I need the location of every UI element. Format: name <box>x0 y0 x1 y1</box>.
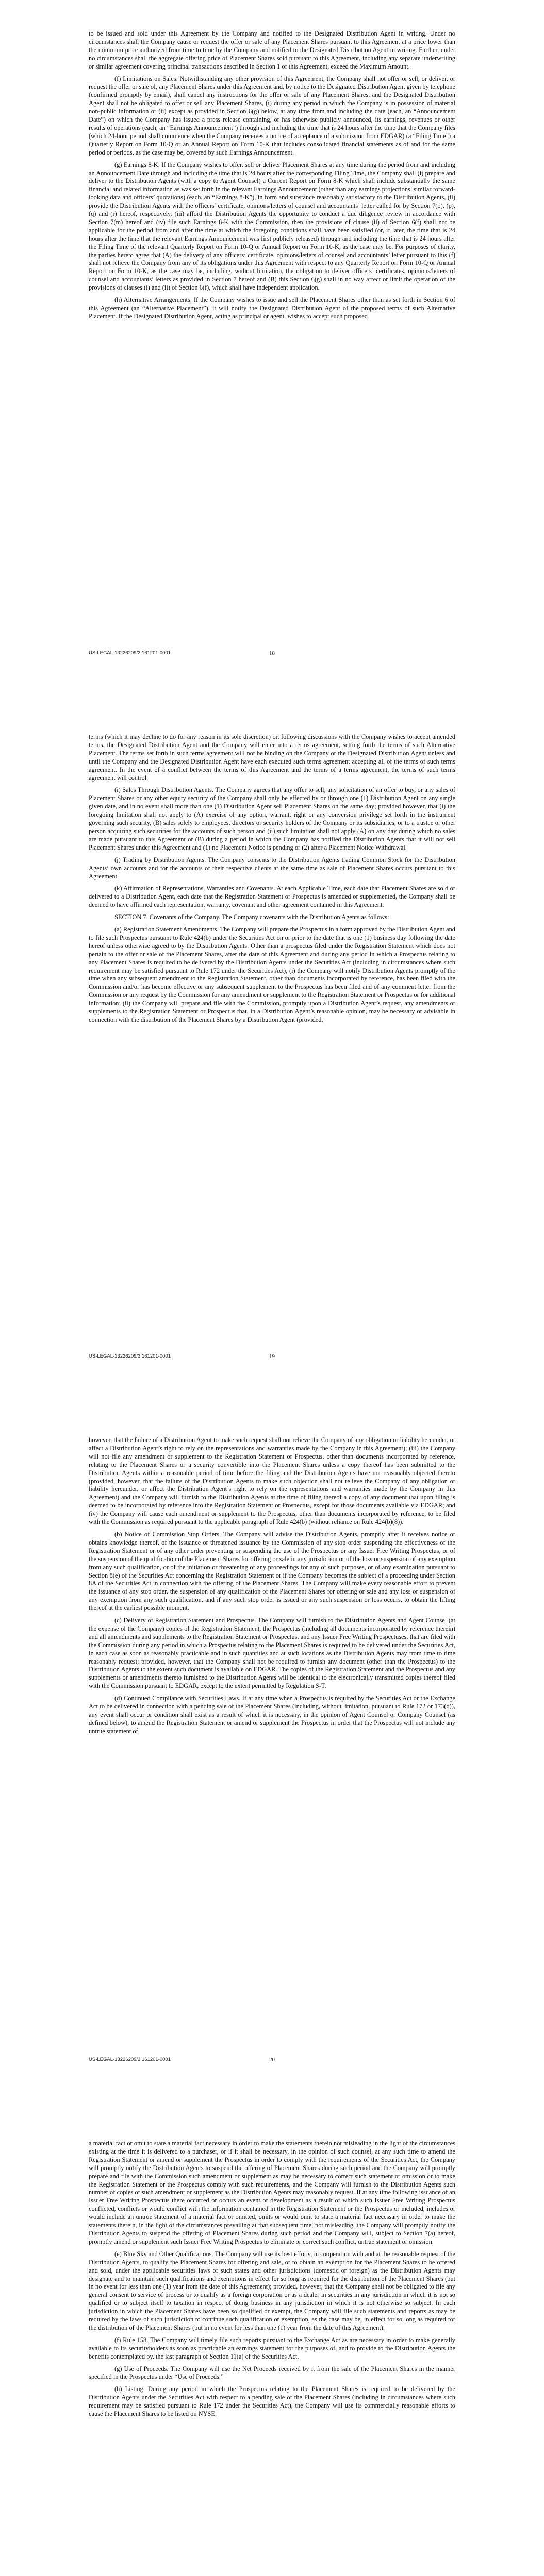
paragraph: (d) Continued Compliance with Securities Laws. If at any time when a Prospectus is required by the Securities Act or the Exchange Act to be delivered in connection with a pending sale of the Placement Shares (including, without limitation, pursuant to Rule 172 or 173(d)), any event shall occur or condition shall exist as a result of which it is necessary, in the opinion of Agent Counsel or Company Counsel (as defined below), to amend the Registration Statement or amend or supplement the Prospectus in order that the Prospectus will not include any untrue statement of <box>89 1694 455 1735</box>
paragraph: (g) Earnings 8-K. If the Company wishes to offer, sell or deliver Placement Shares at any time during the period from and including an Announcement Date through and including the time that is 24 hours after the corresponding Filing Time, the Company shall (i) prepare and deliver to the Distribution Agents (with a copy to Agent Counsel) a Current Report on Form 8-K which shall include substantially the same financial and related information as was set forth in the relevant Earnings Announcement (other than any earnings projections, similar forward-looking data and officers’ quotations) (each, an “Earnings 8-K”), in form and substance reasonably satisfactory to the Distribution Agents, (ii) provide the Distribution Agents with the officers’ certificate, opinions/letters of counsel and accountants’ letter called for by Section 7(o), (p), (q) and (r) hereof, respectively, (iii) afford the Distribution Agents the opportunity to conduct a due diligence review in accordance with Section 7(m) hereof and (iv) file such Earnings 8-K with the Commission, then the provisions of clause (ii) of Section 6(f) shall not be applicable for the period from and after the time at which the foregoing conditions shall have been satisfied (or, if later, the time that is 24 hours after the time that the relevant Earnings Announcement was first publicly released) through and including the time that is 24 hours after the Filing Time of the relevant Quarterly Report on Form 10-Q or Annual Report on Form 10-K, as the case may be. For purposes of clarity, the parties hereto agree that (A) the delivery of any officers’ certificate, opinions/letters of counsel and accountants’ letter pursuant to this (f) shall not relieve the Company from any of its obligations under this Agreement with respect to any Quarterly Report on Form 10-Q or Annual Report on Form 10-K, as the case may be, including, without limitation, the obligation to deliver officers’ certificates, opinions/letters of counsel and accountants’ letters as provided in Section 7 hereof and (B) this Section 6(g) shall in no way affect or limit the operation of the provisions of clauses (i) and (ii) of Section 6(f), which shall have independent application. <box>89 161 455 292</box>
paragraph: (h) Listing. During any period in which the Prospectus relating to the Placement Shares is required to be delivered by the Distribution Agents under the Securities Act with respect to a pending sale of the Placement Shares (including in circumstances where such requirement may be satisfied pursuant to Rule 172 under the Securities Act), the Company will use its commercially reasonable efforts to cause the Placement Shares to be listed on NYSE. <box>89 2385 455 2418</box>
page-footer <box>89 2057 455 2062</box>
paragraph: a material fact or omit to state a material fact necessary in order to make the statements therein not misleading in the light of the circumstances existing at the time it is delivered to a purchaser, or if it shall be necessary, in the opinion of such counsel, at any such time to amend the Registration Statement or amend or supplement the Prospectus in order to comply with the requirements of the Securities Act, the Company will promptly notify the Distribution Agents to suspend the offering of Placement Shares during such period and the Company will promptly prepare and file with the Commission such amendment or supplement as may be necessary to correct such statement or omission or to make the Registration Statement or the Prospectus comply with such requirements, and the Company will furnish to the Distribution Agents such number of copies of such amendment or supplement as the Distribution Agents may reasonably request. If at any time following issuance of an Issuer Free Writing Prospectus there occurred or occurs an event or development as a result of which such Issuer Free Writing Prospectus conflicted, conflicts or would conflict with the information contained in the Registration Statement or the Prospectus or included, includes or would include an untrue statement of a material fact or omitted, omits or would omit to state a material fact necessary in order to make the statements therein, in the light of the circumstances prevailing at that subsequent time, not misleading, the Company will promptly notify the Distribution Agents to suspend the offering of Placement Shares during such period and the Company will, subject to Section 7(a) hereof, promptly amend or supplement such Issuer Free Writing Prospectus to eliminate or correct such conflict, untrue statement or omission. <box>89 2140 455 2245</box>
paragraph: (h) Alternative Arrangements. If the Company wishes to issue and sell the Placement Shares other than as set forth in Section 6 of this Agreement (an “Alternative Placement”), it will notify the Designated Distribution Agent of the proposed terms of such Alternative Placement. If the Designated Distribution Agent, acting as principal or agent, wishes to accept such proposed <box>89 296 455 320</box>
page-footer <box>89 1353 455 1359</box>
document-id: US-LEGAL-13226209/2 161201-0001 <box>89 2057 171 2062</box>
page-body <box>89 2140 455 2422</box>
paragraph: (a) Registration Statement Amendments. The Company will prepare the Prospectus in a form approved by the Distribution Agent and to file such Prospectus pursuant to Rule 424(b) under the Securities Act on or prior to the date that is one (1) business day following the date hereof unless otherwise agreed to by the Distribution Agents. Other than a prospectus filed under the Registration Statement which does not pertain to the offer or sale of the Placement Shares, after the date of this Agreement and during any period in which a Prospectus relating to any Placement Shares is required to be delivered by the Distribution Agents under the Securities Act (including in circumstances where such requirement may be satisfied pursuant to Rule 172 under the Securities Act), (i) the Company will notify Distribution Agents promptly of the time when any subsequent amendment to the Registration Statement, other than documents incorporated by reference, has been filed with the Commission and/or has become effective or any subsequent supplement to the Prospectus has been filed and of any comment letter from the Commission or any request by the Commission for any amendment or supplement to the Registration Statement or Prospectus or for additional information; (ii) the Company will prepare and file with the Commission, promptly upon a Distribution Agent’s request, any amendments or supplements to the Registration Statement or Prospectus that, in a Distribution Agent’s reasonable opinion, may be necessary or advisable in connection with the distribution of the Placement Shares by a Distribution Agent (provided, <box>89 926 455 1023</box>
document-page-18 <box>0 0 544 703</box>
document-page-20 <box>0 1406 544 2110</box>
page-body <box>89 30 455 325</box>
paragraph: terms (which it may decline to do for any reason in its sole discretion) or, following discussions with the Company wishes to accept amended terms, the Designated Distribution Agent and the Company will enter into a terms agreement, setting forth the terms of such Alternative Placement. The terms set forth in such terms agreement will not be binding on the Company or the Designated Distribution Agent unless and until the Company and the Designated Distribution Agent have each executed such terms agreement accepting all of the terms of such terms agreement. In the event of a conflict between the terms of this Agreement and the terms of a terms agreement, the terms of such terms agreement will control. <box>89 733 455 782</box>
paragraph: (j) Trading by Distribution Agents. The Company consents to the Distribution Agents trading Common Stock for the Distribution Agents’ own accounts and for the accounts of their respective clients at the same time as sale of Placement Shares occurs pursuant to this Agreement. <box>89 856 455 880</box>
document-id: US-LEGAL-13226209/2 161201-0001 <box>89 650 171 656</box>
paragraph: to be issued and sold under this Agreement by the Company and notified to the Designated Distribution Agent in writing. Under no circumstances shall the Company cause or request the offer or sale of any Placement Shares pursuant to this Agreement at a price lower than the minimum price authorized from time to time by the Company and notified to the Designated Distribution Agent in writing. Further, under no circumstances shall the aggregate offering price of Placement Shares sold pursuant to this Agreement, including any separate underwriting or similar agreement covering principal transactions described in Section 1 of this Agreement, exceed the Maximum Amount. <box>89 30 455 70</box>
page-body <box>89 1436 455 1740</box>
page-number: 20 <box>269 2057 275 2063</box>
page-number: 18 <box>269 650 275 656</box>
paragraph: (k) Affirmation of Representations, Warranties and Covenants. At each Applicable Time, each date that Placement Shares are sold or delivered to a Distribution Agent, each date that the Registration Statement or Prospectus is amended or supplemented, the Company shall be deemed to have affirmed each representation, warranty, covenant and other agreement contained in this Agreement. <box>89 885 455 909</box>
paragraph: (b) Notice of Commission Stop Orders. The Company will advise the Distribution Agents, promptly after it receives notice or obtains knowledge thereof, of the issuance or threatened issuance by the Commission of any stop order suspending the effectiveness of the Registration Statement or of any other order preventing or suspending the use of the Prospectus or any Issuer Free Writing Prospectus, or of the suspension of the qualification of the Placement Shares for offering or sale in any jurisdiction or of the loss or suspension of any exemption from any such qualification, or of the initiation or threatening of any proceedings for any of such purposes, or of any examination pursuant to Section 8(e) of the Securities Act concerning the Registration Statement or if the Company becomes the subject of a proceeding under Section 8A of the Securities Act in connection with the offering of the Placement Shares. The Company will make every reasonable effort to prevent the issuance of any stop order, the suspension of any qualification of the Placement Shares for offering or sale and any loss or suspension of any exemption from any such qualification, and if any such stop order is issued or any such suspension or loss occurs, to obtain the lifting thereof at the earliest possible moment. <box>89 1530 455 1612</box>
paragraph: (i) Sales Through Distribution Agents. The Company agrees that any offer to sell, any solicitation of an offer to buy, or any sales of Placement Shares or any other equity security of the Company shall only be effected by or through one (1) Distribution Agent on any single given date, and in no event shall more than one (1) Distribution Agent sell Placement Shares on the same day; provided however, that (i) the foregoing limitation shall not apply to (A) exercise of any option, warrant, right or any conversion privilege set forth in the instrument governing such security, (B) sales solely to employees, directors or security holders of the Company or its subsidiaries, or to a trustee or other person acquiring such securities for the accounts of such person and (ii) such limitation shall not apply (A) on any day during which no sales are made pursuant to this Agreement or (B) during a period in which the Company has notified the Distribution Agents that it will not sell Placement Shares under this Agreement and (1) no Placement Notice is pending or (2) after a Placement Notice Withdrawal. <box>89 786 455 851</box>
paragraph: however, that the failure of a Distribution Agent to make such request shall not relieve the Company of any obligation or liability hereunder, or affect a Distribution Agent’s right to rely on the representations and warranties made by the Company in this Agreement); (iii) the Company will not file any amendment or supplement to the Registration Statement or Prospectus, other than documents incorporated by reference, relating to the Placement Shares or a security convertible into the Placement Shares unless a copy thereof has been submitted to the Distribution Agents within a reasonable period of time before the filing and the Distribution Agents have not reasonably objected thereto (provided, however, that the failure of the Distribution Agents to make such objection shall not relieve the Company of any obligation or liability hereunder, or affect the Distribution Agent’s right to rely on the representations and warranties made by the Company in this Agreement) and the Company will furnish to the Distribution Agents at the time of filing thereof a copy of any document that upon filing is deemed to be incorporated by reference into the Registration Statement or Prospectus, except for those documents available via EDGAR; and (iv) the Company will cause each amendment or supplement to the Prospectus, other than documents incorporated by reference, to be filed with the Commission as required pursuant to the applicable paragraph of Rule 424(b) (without reliance on Rule 424(b)(8)). <box>89 1436 455 1526</box>
page-footer <box>89 650 455 656</box>
page-number: 19 <box>269 1353 275 1360</box>
paragraph: (e) Blue Sky and Other Qualifications. The Company will use its best efforts, in cooperation with and at the reasonable request of the Distribution Agents, to qualify the Placement Shares for offering and sale, or to obtain an exemption for the Placement Shares to be offered and sold, under the applicable securities laws of such states and other jurisdictions (domestic or foreign) as the Distribution Agents may designate and to maintain such qualifications and exemptions in effect for so long as required for the distribution of the Placement Shares (but in no event for less than one (1) year from the date of this Agreement); provided, however, that the Company shall not be obligated to file any general consent to service of process or to qualify as a foreign corporation or as a dealer in securities in any jurisdiction in which it is not so qualified or to subject itself to taxation in respect of doing business in any jurisdiction in which it is not otherwise so subject. In each jurisdiction in which the Placement Shares have been so qualified or exempt, the Company will file such statements and reports as may be required by the laws of such jurisdiction to continue such qualification or exemption, as the case may be, in effect for so long as required for the distribution of the Placement Shares (but in no event for less than one (1) year from the date of this Agreement). <box>89 2250 455 2331</box>
paragraph: (f) Limitations on Sales. Notwithstanding any other provision of this Agreement, the Company shall not offer or sell, or deliver, or request the offer or sale of, any Placement Shares under this Agreement and, by notice to the Designated Distribution Agent given by telephone (confirmed promptly by email), shall cancel any instructions for the offer or sale of any Placement Shares, and the Designated Distribution Agent shall not be obligated to offer or sell any Placement Shares, (i) during any period in which the Company is in possession of material non-public information or (ii) except as provided in Section 6(g) below, at any time from and including the date (each, an “Announcement Date”) on which the Company has issued a press release containing, or has otherwise publicly announced, its earnings, revenues or other results of operations (each, an “Earnings Announcement”) through and including the time that is 24 hours after the time that the Company files (which 24-hour period shall commence when the Company receives a notice of acceptance of a submission from EDGAR) (a “Filing Time”) a Quarterly Report on Form 10-Q or an Annual Report on Form 10-K that includes consolidated financial statements as of and for the same period or periods, as the case may be, covered by such Earnings Announcement. <box>89 75 455 156</box>
page-body <box>89 733 455 1028</box>
section-heading: SECTION 7. Covenants of the Company. The Company covenants with the Distribution Agents as follows: <box>114 913 389 921</box>
paragraph: (f) Rule 158. The Company will timely file such reports pursuant to the Exchange Act as are necessary in order to make generally available to its securityholders as soon as practicable an earnings statement for the purposes of, and to provide to the Distribution Agents the benefits contemplated by, the last paragraph of Section 11(a) of the Securities Act. <box>89 2336 455 2360</box>
paragraph: (c) Delivery of Registration Statement and Prospectus. The Company will furnish to the Distribution Agents and Agent Counsel (at the expense of the Company) copies of the Registration Statement, the Prospectus (including all documents incorporated by reference therein) and all amendments and supplements to the Registration Statement or Prospectus, and any Issuer Free Writing Prospectuses, that are filed with the Commission during any period in which a Prospectus relating to the Placement Shares is required to be delivered under the Securities Act, in each case as soon as reasonably practicable and in such quantities and at such locations as the Distribution Agents may from time to time reasonably request; provided, however, that the Company shall not be required to furnish any document (other than the Prospectus) to the Distribution Agents to the extent such document is available on EDGAR. The copies of the Registration Statement and the Prospectus and any supplements or amendments thereto furnished to the Distribution Agents will be identical to the electronically transmitted copies thereof filed with the Commission pursuant to EDGAR, except to the extent permitted by Regulation S-T. <box>89 1617 455 1690</box>
document-id: US-LEGAL-13226209/2 161201-0001 <box>89 1353 171 1359</box>
document-page-19 <box>0 703 544 1406</box>
paragraph: (g) Use of Proceeds. The Company will use the Net Proceeds received by it from the sale of the Placement Shares in the manner specified in the Prospectus under “Use of Proceeds.” <box>89 2365 455 2381</box>
document-page-21 <box>0 2110 544 2576</box>
